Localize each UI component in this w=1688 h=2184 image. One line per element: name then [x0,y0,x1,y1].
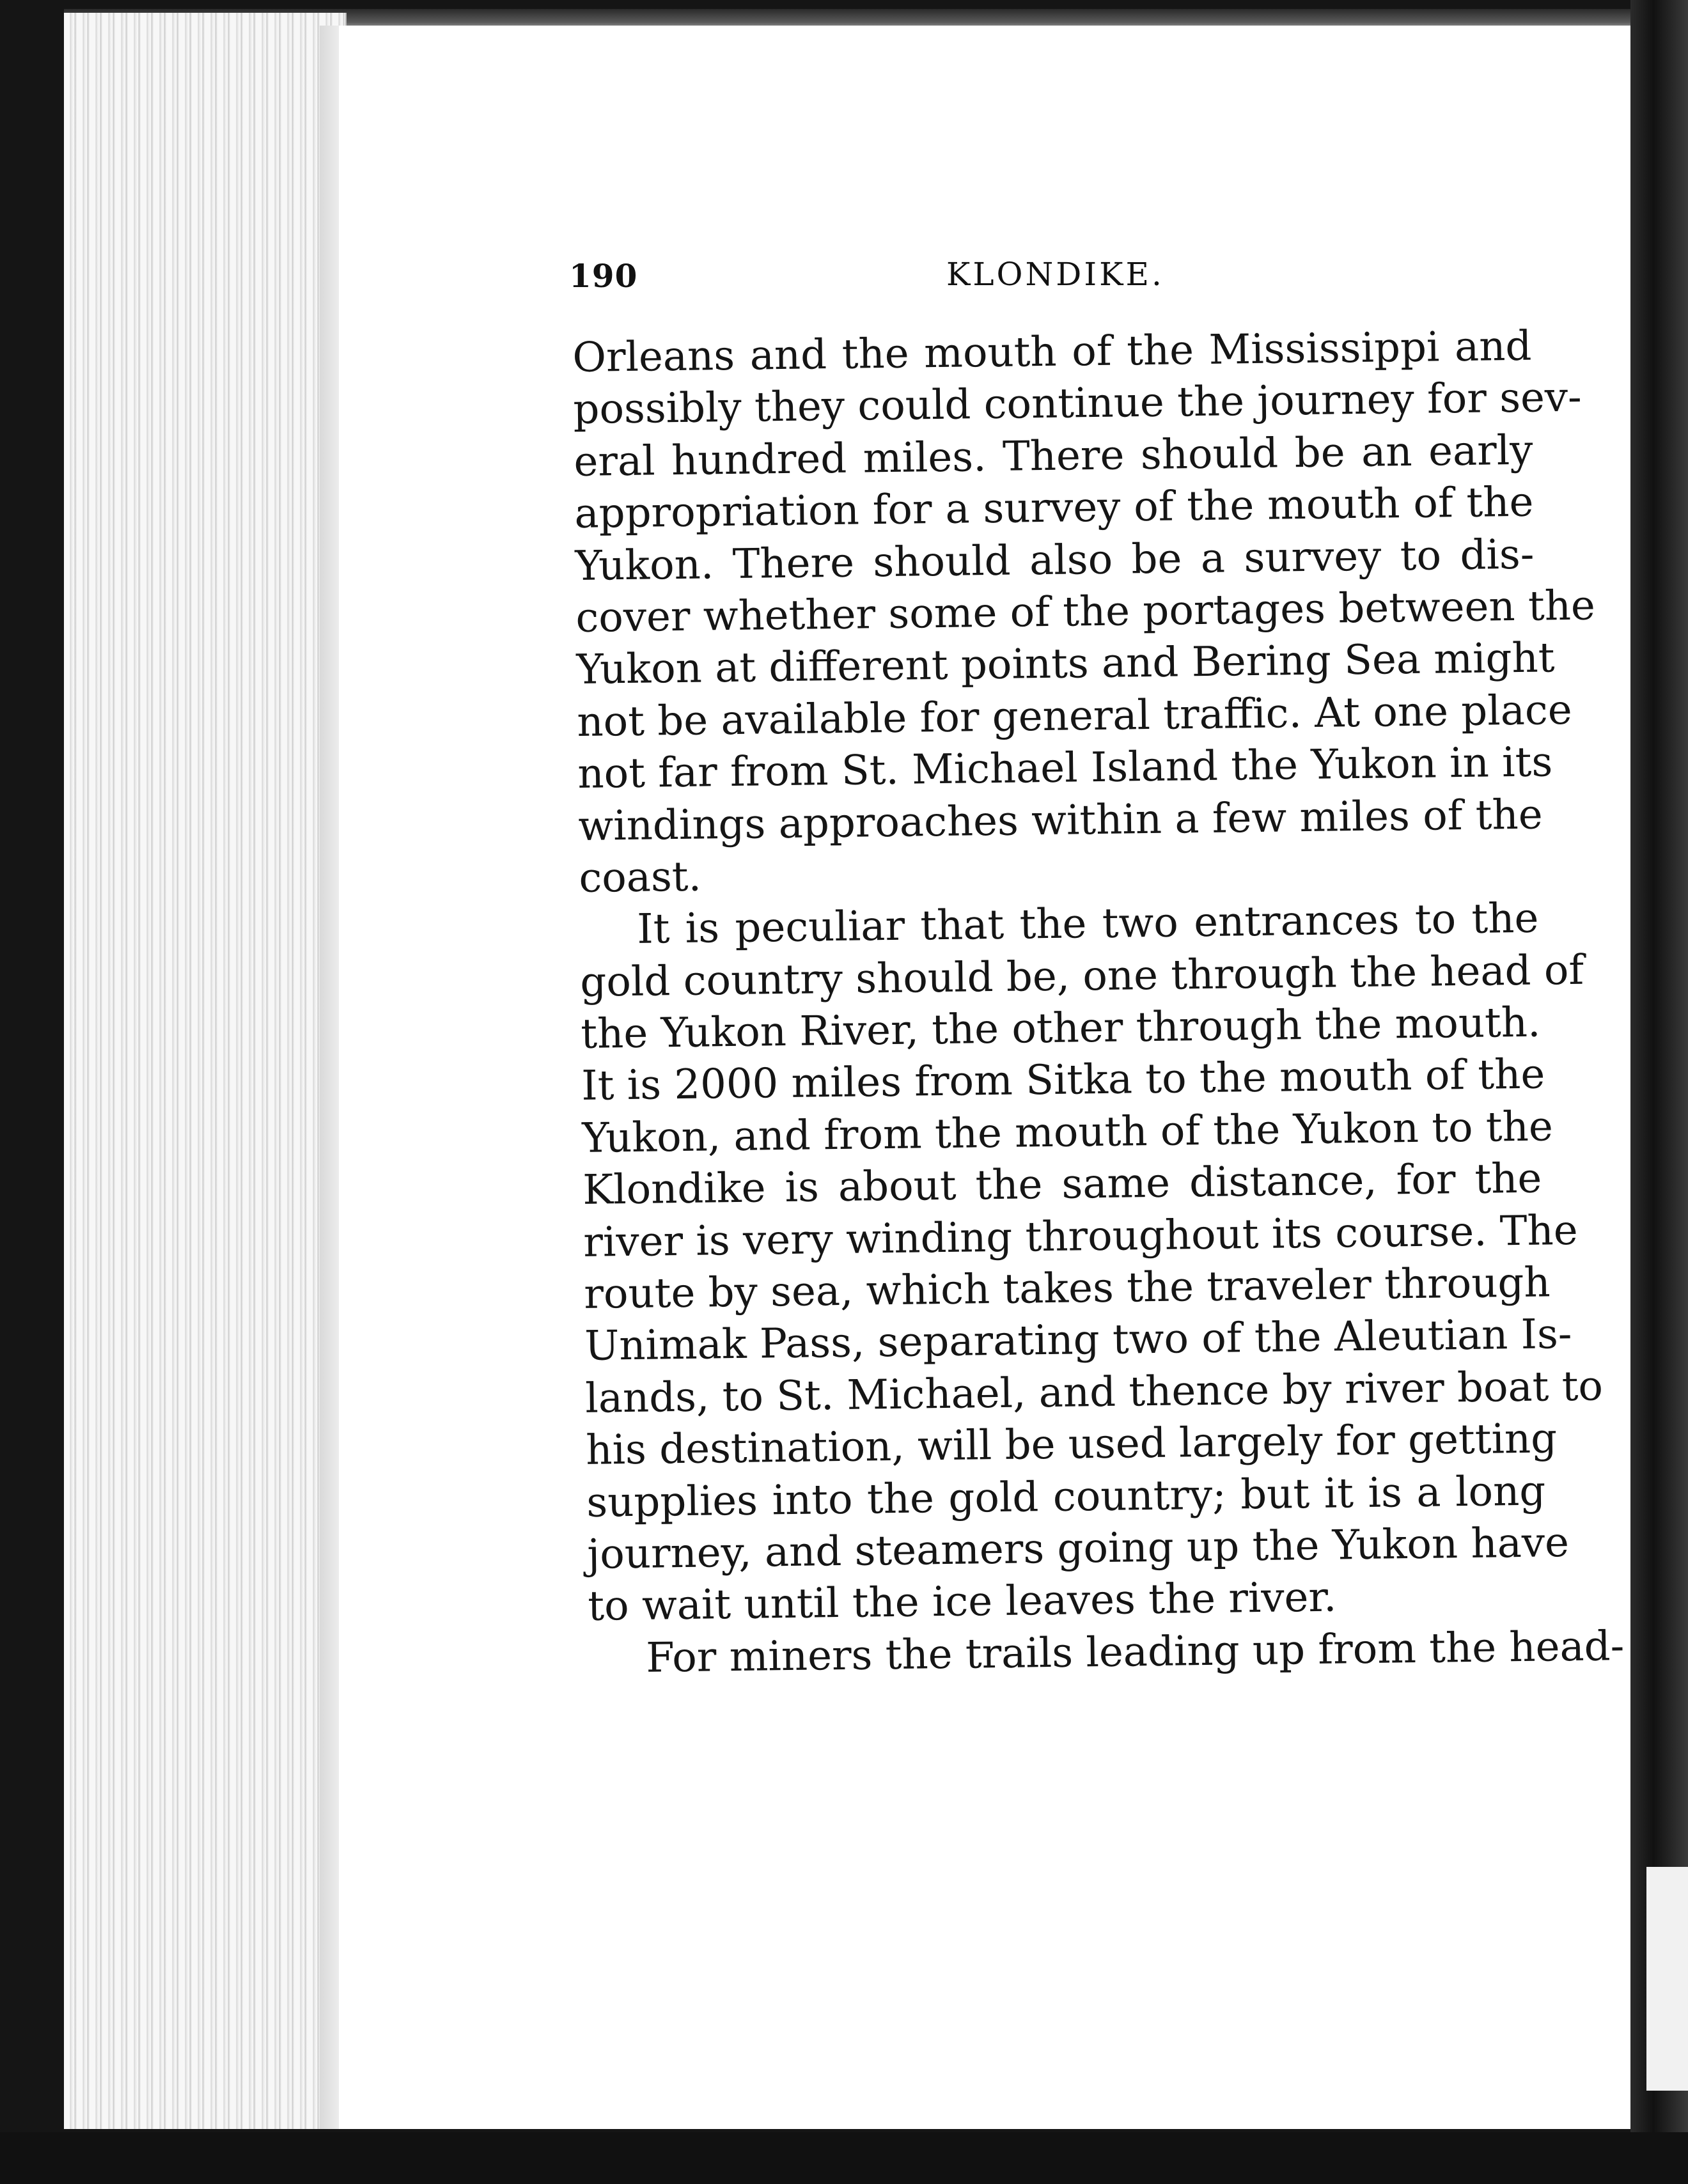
text-line: not be available for general traffic. At one place [576,686,1573,746]
text-line: route by sea, which takes the traveler through [583,1259,1551,1318]
text-line: Yukon at different points and Bering Sea might [576,634,1555,694]
text-line: cover whether some of the portages between the [575,582,1596,642]
text-line: supplies into the gold country; but it is a long [586,1467,1546,1527]
text-line: lands, to St. Michael, and thence by river boat to [584,1362,1604,1423]
facing-page-sliver [1646,1867,1688,2091]
text-line: river is very winding throughout its course. The [582,1206,1579,1267]
text-line: It is 2000 miles from Sitka to the mouth of the [581,1050,1545,1111]
text-line: the Yukon River, the other through the mouth. [580,999,1541,1058]
scan-bottom-border [0,2132,1688,2184]
text-line: possibly they could continue the journey for sev- [573,374,1582,434]
text-line: Unimak Pass, separating two of the Aleutian Is- [584,1311,1572,1371]
body-text [572,321,1625,1685]
page-header [569,249,1547,294]
text-line: Yukon, and from the mouth of the Yukon to the [581,1103,1554,1162]
text-line: Yukon. There should also be a survey to dis- [575,531,1535,590]
text-line: Klondike is about the same distance, for the [582,1155,1542,1215]
page-number: 190 [569,257,638,295]
book-cover-edge [1630,0,1688,2184]
text-line: windings approaches within a few miles of the [577,791,1543,850]
text-line: coast. [578,853,702,902]
text-line: to wait until the ice leaves the river. [587,1573,1337,1631]
text-line: For miners the trails leading up from the head- [645,1622,1625,1682]
text-line: eral hundred miles. There should be an early [574,426,1533,486]
text-line: appropriation for a survey of the mouth of the [574,478,1534,538]
text-line: not far from St. Michael Island the Yukon in its [577,738,1553,799]
page-edges-stack [64,13,347,2129]
text-line: gold country should be, one through the head of [579,946,1584,1006]
text-line: his destination, will be used largely for getting [585,1415,1558,1475]
running-head: KLONDIKE. [946,256,1164,293]
text-line: journey, and steamers going up the Yukon have [586,1519,1570,1579]
text-line: It is peculiar that the two entrances to the [636,894,1539,954]
text-line: Orleans and the mouth of the Mississippi and [572,322,1532,382]
